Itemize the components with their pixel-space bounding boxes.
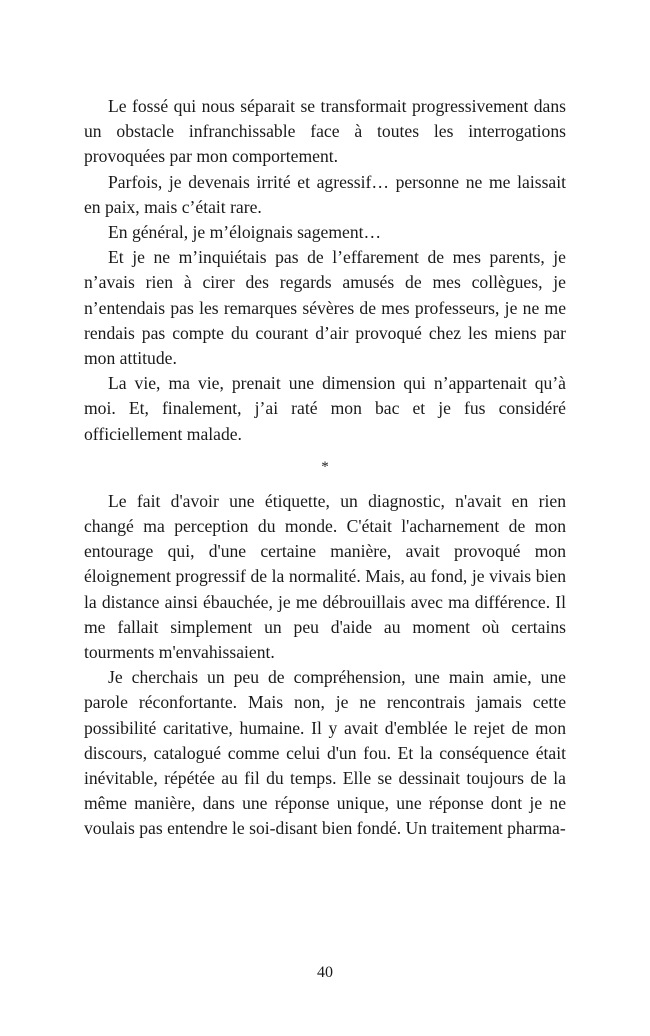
section-separator: * [321, 458, 329, 475]
paragraph: En général, je m’éloignais sagement… [108, 222, 382, 243]
paragraph: Le fait d'avoir une étiquette, un diagnostic, n'avait en rien changé ma perception du monde. C'était l'acharnement de mon entourage qui, d'une certaine manière, avait provoqué mon éloignement progressif de la normalité. Mais, au fond, je vivais bien la distance ainsi ébauchée, je me débrouillais avec ma différence. Il me fallait simplement un peu d'aide au moment où certains tourments m'envahissaient. [84, 490, 566, 663]
page-body [84, 94, 566, 842]
paragraph: Et je ne m’inquiétais pas de l’effarement de mes parents, je n’avais rien à cirer des regards amusés de mes collègues, je n’entendais pas les remarques sévères de mes professeurs, je ne me rendais pas compte du courant d’air provoqué chez les miens par mon attitude. [84, 247, 566, 369]
page-number: 40 [317, 964, 333, 981]
paragraph: Parfois, je devenais irrité et agressif… personne ne me laissait en paix, mais c’était rare. [84, 171, 566, 217]
paragraph: Le fossé qui nous séparait se transformait progressivement dans un obstacle infranchissable face à toutes les interrogations provoquées par mon comportement. [84, 96, 566, 167]
paragraph: La vie, ma vie, prenait une dimension qui n’appartenait qu’à moi. Et, finalement, j’ai raté mon bac et je fus considéré officiellement malade. [84, 373, 566, 444]
paragraph: Je cherchais un peu de compréhension, une main amie, une parole réconfortante. Mais non, je ne rencontrais jamais cette possibilité caritative, humaine. Il y avait d'emblée le rejet de mon discours, catalogué comme celui d'un fou. Et la conséquence était inévitable, répétée au fil du temps. Elle se dessinait toujours de la même manière, dans une réponse unique, une réponse dont je ne voulais pas entendre le soi-disant bien fondé. Un traitement pharma- [84, 667, 566, 839]
